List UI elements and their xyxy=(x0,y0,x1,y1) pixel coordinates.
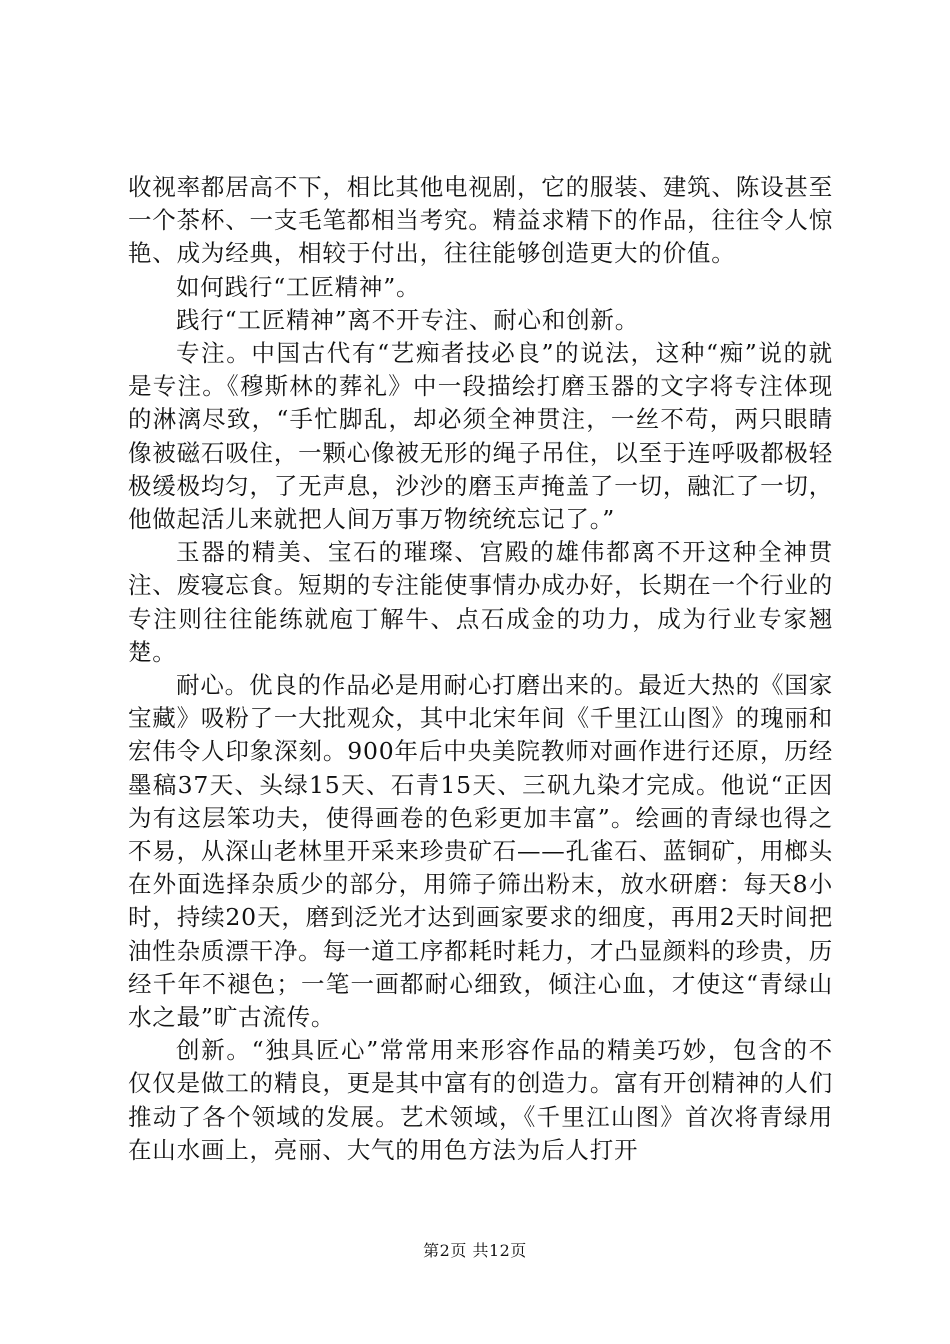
paragraph-focus: 专注。中国古代有“艺痴者技必良”的说法，这种“痴”说的就是专注。《穆斯林的葬礼》中一段描绘打磨玉器的文字将专注体现的淋漓尽致，“手忙脚乱，却必须全神贯注，一丝不苟，两只眼睛像被磁石吸住，一颗心像被无形的绳子吊住，以至于连呼吸都极轻极缓极均匀，了无声息，沙沙的磨玉声掩盖了一切，融汇了一切，他做起活儿来就把人间万事万物统统忘记了。” xyxy=(128,339,833,534)
paragraph-innovation: 创新。“独具匠心”常常用来形容作品的精美巧妙，包含的不仅仅是做工的精良，更是其中富有的创造力。富有开创精神的人们推动了各个领域的发展。艺术领域，《千里江山图》首次将青绿用在山水画上，亮丽、大气的用色方法为后人打开 xyxy=(128,1036,833,1164)
body-text xyxy=(128,171,833,1167)
page-number-footer: 第2页 共12页 xyxy=(423,1241,527,1260)
paragraph-focus-detail: 玉器的精美、宝石的璀璨、宫殿的雄伟都离不开这种全神贯注、废寝忘食。短期的专注能使事情办成办好，长期在一个行业的专注则往往能练就庖丁解牛、点石成金的功力，成为行业专家翘楚。 xyxy=(128,538,833,666)
paragraph-patience: 耐心。优良的作品必是用耐心打磨出来的。最近大热的《国家宝藏》吸粉了一大批观众，其中北宋年间《千里江山图》的瑰丽和宏伟令人印象深刻。900年后中央美院教师对画作进行还原，历经墨稿37天、头绿15天、石青15天、三矾九染才完成。他说“正因为有这层笨功夫，使得画卷的色彩更加丰富”。绘画的青绿也得之不易，从深山老林里开采来珍贵矿石——孔雀石、蓝铜矿，用榔头在外面选择杂质少的部分，用筛子筛出粉末，放水研磨：每天8小时，持续20天，磨到泛光才达到画家要求的细度，再用2天时间把油性杂质漂干净。每一道工序都耗时耗力，才凸显颜料的珍贵，历经千年不褪色；一笔一画都耐心细致，倾注心血，才使这“青绿山水之最”旷古流传。 xyxy=(128,671,833,1032)
paragraph-heading-question: 如何践行“工匠精神”。 xyxy=(176,272,421,301)
paragraph-continuation: 收视率都居高不下，相比其他电视剧，它的服装、建筑、陈设甚至一个茶杯、一支毛笔都相当考究。精益求精下的作品，往往令人惊艳、成为经典，相较于付出，往往能够创造更大的价值。 xyxy=(128,173,833,268)
paragraph-thesis: 践行“工匠精神”离不开专注、耐心和创新。 xyxy=(176,305,640,334)
